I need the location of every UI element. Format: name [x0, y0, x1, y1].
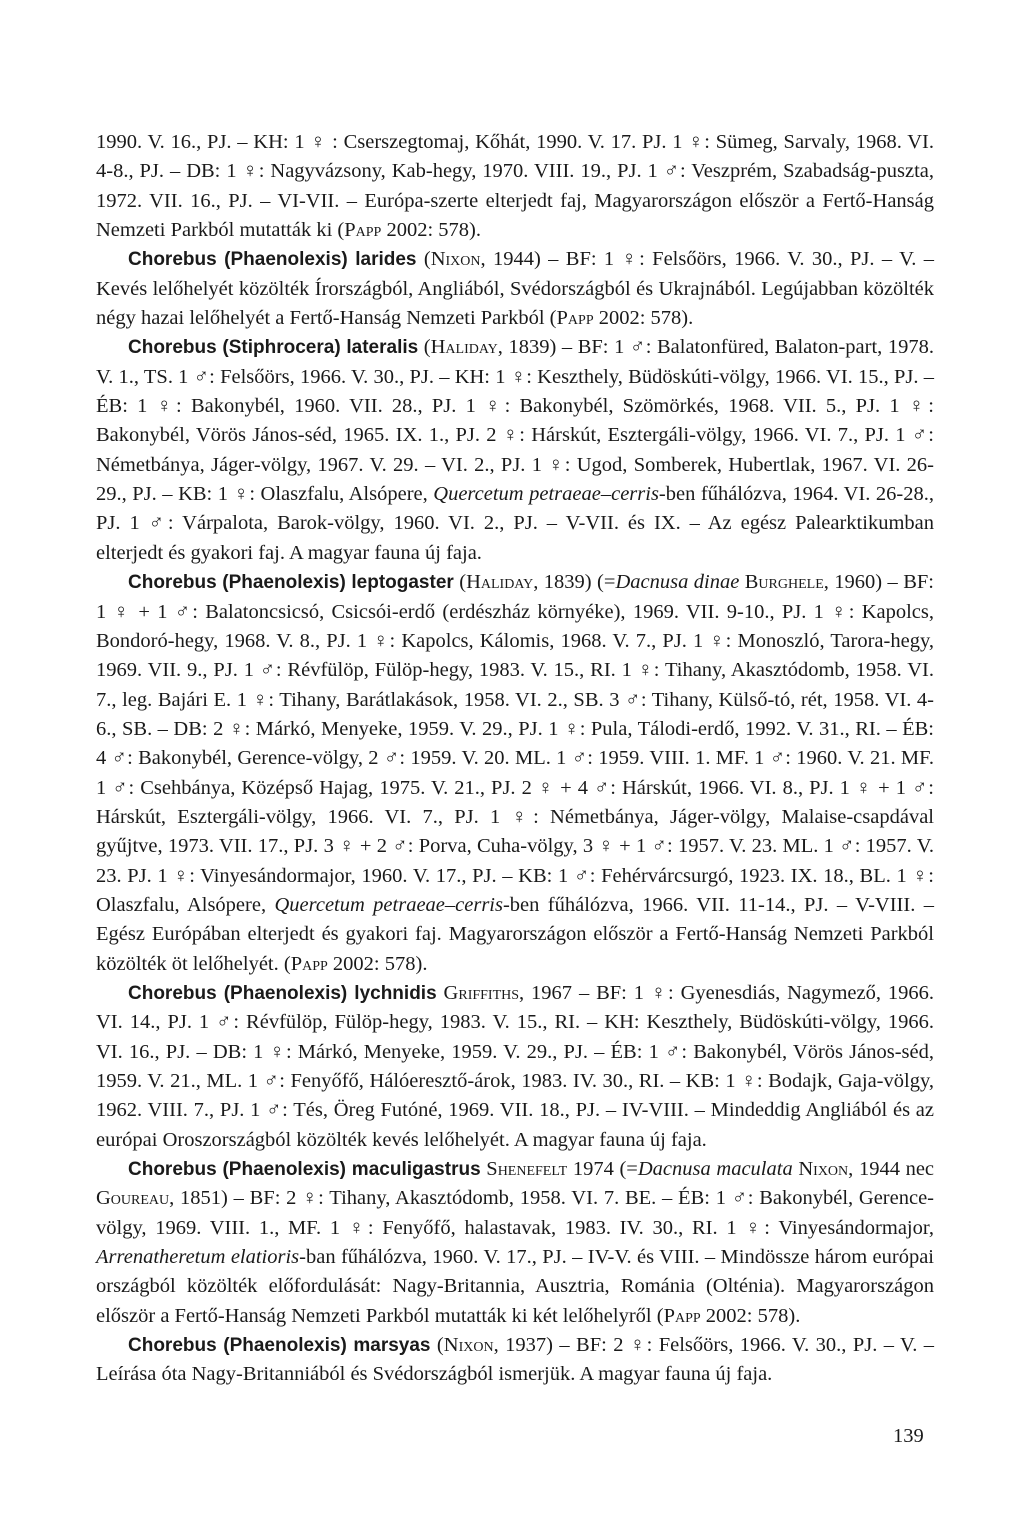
species-entry: Chorebus (Phaenolexis) larides (Nixon, 1944) – BF: 1 ♀: Felsőörs, 1966. V. 30., PJ. – V. – Kevés lelőhelyét közölték Írországból, Angliából, Svédországból és Ukrajnából. Legújabban közölték négy hazai lelőhelyét a Fertő-Hanság Nemzeti Parkból (Papp 2002: 578).	[96, 248, 935, 330]
page-body	[96, 128, 934, 1390]
continued-paragraph: 1990. V. 16., PJ. – KH: 1 ♀ : Cserszegtomaj, Kőhát, 1990. V. 17. PJ. 1 ♀: Sümeg, Sarvaly, 1968. VI. 4-8., PJ. – DB: 1 ♀: Nagyvázsony, Kab-hegy, 1970. VIII. 19., PJ. 1 ♂: Veszprém, Szabadság-puszta, 1972. VII. 16., PJ. – VI-VII. – Európa-szerte elterjedt faj, Magyarországon először a Fertő-Hanság Nemzeti Parkból mutatták ki (Papp 2002: 578).	[96, 131, 934, 242]
page-number: 139	[893, 1425, 924, 1447]
species-entry: Chorebus (Phaenolexis) maculigastrus Shenefelt 1974 (=Dacnusa maculata Nixon, 1944 nec Goureau, 1851) – BF: 2 ♀: Tihany, Akasztódomb, 1958. VI. 7. BE. – ÉB: 1 ♂: Bakonybél, Gerence-völgy, 1969. VIII. 1., MF. 1 ♀: Fenyőfő, halastavak, 1983. IV. 30., RI. 1 ♀: Vinyesándormajor, Arrenatheretum elatioris-ban fűhálózva, 1960. V. 17., PJ. – IV-V. és VIII. – Mindössze három európai országból közölték előfordulását: Nagy-Britannia, Ausztria, Románia (Olténia). Magyarországon először a Fertő-Hanság Nemzeti Parkból mutatták ki két lelőhelyről (Papp 2002: 578).	[96, 1158, 935, 1327]
species-entry: Chorebus (Stiphrocera) lateralis (Haliday, 1839) – BF: 1 ♂: Balatonfüred, Balaton-part, 1978. V. 1., TS. 1 ♂: Felsőörs, 1966. V. 30., PJ. – KH: 1 ♀: Keszthely, Büdöskúti-völgy, 1966. VI. 15., PJ. – ÉB: 1 ♀: Bakonybél, 1960. VII. 28., PJ. 1 ♀: Bakonybél, Szömörkés, 1968. VII. 5., PJ. 1 ♀: Bakonybél, Vörös János-séd, 1965. IX. 1., PJ. 2 ♀: Hárskút, Esztergáli-völgy, 1966. VI. 7., PJ. 1 ♂: Németbánya, Jáger-völgy, 1967. V. 29. – VI. 2., PJ. 1 ♀: Ugod, Somberek, Hubertlak, 1967. VI. 26-29., PJ. – KB: 1 ♀: Olaszfalu, Alsópere, Quercetum petraeae–cerris-ben fűhálózva, 1964. VI. 26-28., PJ. 1 ♂: Várpalota, Barok-völgy, 1960. VI. 2., PJ. – V-VII. és IX. – Az egész Palearktikumban elterjedt és gyakori faj. A magyar fauna új faja.	[96, 336, 934, 564]
species-entry: Chorebus (Phaenolexis) lychnidis Griffiths, 1967 – BF: 1 ♀: Gyenesdiás, Nagymező, 1966. VI. 14., PJ. 1 ♂: Révfülöp, Fülöp-hegy, 1983. V. 15., RI. – KH: Keszthely, Büdöskúti-völgy, 1966. VI. 16., PJ. – DB: 1 ♀: Márkó, Menyeke, 1959. V. 29., PJ. – ÉB: 1 ♂: Bakonybél, Vörös János-séd, 1959. V. 21., ML. 1 ♂: Fenyőfő, Hálóeresztő-árok, 1983. IV. 30., RI. – KB: 1 ♀: Bodajk, Gaja-völgy, 1962. VIII. 7., PJ. 1 ♂: Tés, Öreg Futóné, 1969. VII. 18., PJ. – IV-VIII. – Mindeddig Angliából és az európai Oroszországból közölték kevés lelőhelyét. A magyar fauna új faja.	[96, 981, 935, 1151]
species-entry: Chorebus (Phaenolexis) marsyas (Nixon, 1937) – BF: 2 ♀: Felsőörs, 1966. V. 30., PJ. – V. – Leírása óta Nagy-Britanniából és Svédországból ismerjük. A magyar fauna új faja.	[96, 1334, 935, 1386]
species-entry: Chorebus (Phaenolexis) leptogaster (Haliday, 1839) (=Dacnusa dinae Burghele, 1960) – BF: 1 ♀ + 1 ♂: Balatoncsicsó, Csicsói-erdő (erdészház környéke), 1969. VII. 9-10., PJ. 1 ♀: Kapolcs, Bondoró-hegy, 1968. V. 8., PJ. 1 ♀: Kapolcs, Kálomis, 1968. V. 7., PJ. 1 ♀: Monoszló, Tarora-hegy, 1969. VII. 9., PJ. 1 ♂: Révfülöp, Fülöp-hegy, 1983. V. 15., RI. 1 ♀: Tihany, Akasztódomb, 1958. VI. 7., leg. Bajári E. 1 ♀: Tihany, Barátlakások, 1958. VI. 2., SB. 3 ♂: Tihany, Külső-tó, rét, 1958. VI. 4-6., SB. – DB: 2 ♀: Márkó, Menyeke, 1959. V. 29., PJ. 1 ♀: Pula, Tálodi-erdő, 1992. V. 31., RI. – ÉB: 4 ♂: Bakonybél, Gerence-völgy, 2 ♂: 1959. V. 20. ML. 1 ♂: 1959. VIII. 1. MF. 1 ♂: 1960. V. 21. MF. 1 ♂: Csehbánya, Középső Hajag, 1975. V. 21., PJ. 2 ♀ + 4 ♂: Hárskút, 1966. VI. 8., PJ. 1 ♀ + 1 ♂: Hárskút, Esztergáli-völgy, 1966. VI. 7., PJ. 1 ♀: Németbánya, Jáger-völgy, Malaise-csapdával gyűjtve, 1973. VII. 17., PJ. 3 ♀ + 2 ♂: Porva, Cuha-völgy, 3 ♀ + 1 ♂: 1957. V. 23. ML. 1 ♂: 1957. V. 23. PJ. 1 ♀: Vinyesándormajor, 1960. V. 17., PJ. – KB: 1 ♂: Fehérvárcsurgó, 1923. IX. 18., BL. 1 ♀: Olaszfalu, Alsópere, Quercetum petraeae–cerris-ben fűhálózva, 1966. VII. 11-14., PJ. – V-VIII. – Egész Európában elterjedt és gyakori faj. Magyarországon először a Fertő-Hanság Nemzeti Parkból közölték öt lelőhelyét. (Papp 2002: 578).	[96, 571, 935, 975]
